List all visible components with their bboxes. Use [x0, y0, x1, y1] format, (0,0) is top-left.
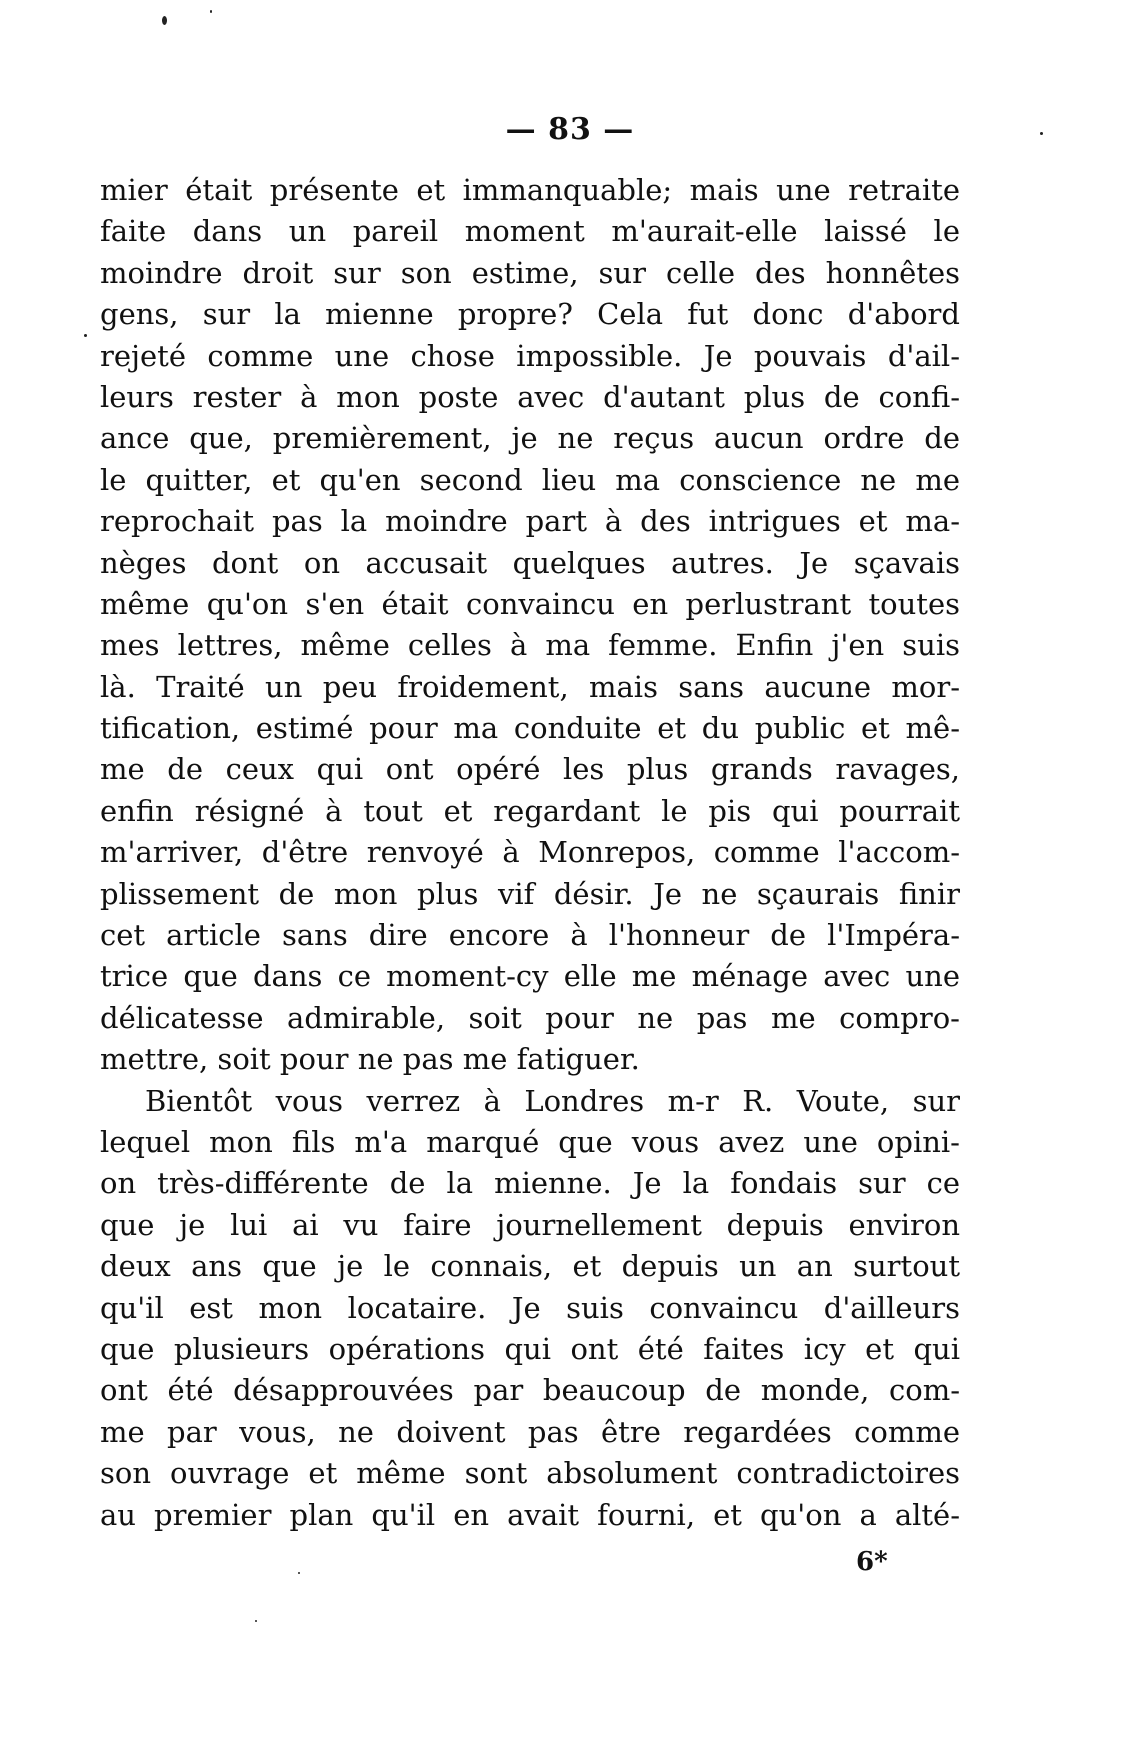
text-line: délicatesse admirable, soit pour ne pas me compro-	[100, 1000, 960, 1035]
scan-speck	[162, 16, 167, 25]
text-line: leurs rester à mon poste avec d'autant plus de confi-	[100, 379, 960, 414]
text-line: me par vous, ne doivent pas être regardées comme	[100, 1414, 960, 1449]
scan-speck	[84, 334, 87, 337]
text-line: on très-différente de la mienne. Je la fondais sur ce	[100, 1166, 960, 1201]
text-line: que plusieurs opérations qui ont été faites icy et qui	[100, 1331, 960, 1366]
text-line: ance que, premièrement, je ne reçus aucun ordre de	[100, 421, 960, 456]
text-line: mes lettres, même celles à ma femme. Enfin j'en suis	[100, 628, 960, 663]
text-line: là. Traité un peu froidement, mais sans aucune mor-	[100, 669, 960, 704]
text-line: faite dans un pareil moment m'aurait-elle laissé le	[100, 214, 960, 249]
text-line: le quitter, et qu'en second lieu ma conscience ne me	[100, 462, 960, 497]
text-line: même qu'on s'en était convaincu en perlustrant toutes	[100, 586, 960, 621]
text-line: m'arriver, d'être renvoyé à Monrepos, comme l'accom-	[100, 835, 960, 870]
text-line: tification, estimé pour ma conduite et du public et mê-	[100, 711, 960, 746]
text-line: deux ans que je le connais, et depuis un an surtout	[100, 1249, 960, 1284]
text-line: trice que dans ce moment-cy elle me ménage avec une	[100, 959, 960, 994]
text-line: au premier plan qu'il en avait fourni, et qu'on a alté-	[100, 1497, 960, 1532]
text-line: nèges dont on accusait quelques autres. Je sçavais	[100, 545, 960, 580]
text-line: moindre droit sur son estime, sur celle des honnêtes	[100, 255, 960, 290]
text-line: mettre, soit pour ne pas me fatiguer.	[100, 1042, 640, 1077]
text-line: mier était présente et immanquable; mais une retraite	[100, 173, 960, 207]
text-line: cet article sans dire encore à l'honneur de l'Impéra-	[100, 918, 960, 953]
text-line: lequel mon fils m'a marqué que vous avez une opini-	[100, 1124, 960, 1159]
text-line: plissement de mon plus vif désir. Je ne sçaurais finir	[100, 876, 960, 911]
text-line: son ouvrage et même sont absolument contradictoires	[100, 1456, 960, 1491]
text-line: Bientôt vous verrez à Londres m-r R. Voute, sur	[145, 1083, 960, 1118]
scan-speck	[255, 1620, 257, 1622]
text-line: rejeté comme une chose impossible. Je pouvais d'ail-	[100, 338, 960, 373]
printer-signature: 6*	[856, 1547, 888, 1577]
page-number: — 83 —	[505, 112, 635, 147]
text-line: enfin résigné à tout et regardant le pis qui pourrait	[100, 793, 960, 828]
text-line: me de ceux qui ont opéré les plus grands ravages,	[100, 752, 960, 787]
body-text	[100, 170, 960, 1536]
text-line: gens, sur la mienne propre? Cela fut donc d'abord	[100, 297, 960, 332]
text-line: reprochait pas la moindre part à des intrigues et ma-	[100, 504, 960, 539]
text-line: que je lui ai vu faire journellement depuis environ	[100, 1207, 960, 1242]
scan-speck	[1040, 132, 1043, 135]
text-line: ont été désapprouvées par beaucoup de monde, com-	[100, 1373, 960, 1408]
scan-speck	[298, 1572, 300, 1574]
scan-speck	[210, 10, 212, 13]
text-line: qu'il est mon locataire. Je suis convaincu d'ailleurs	[100, 1290, 960, 1325]
